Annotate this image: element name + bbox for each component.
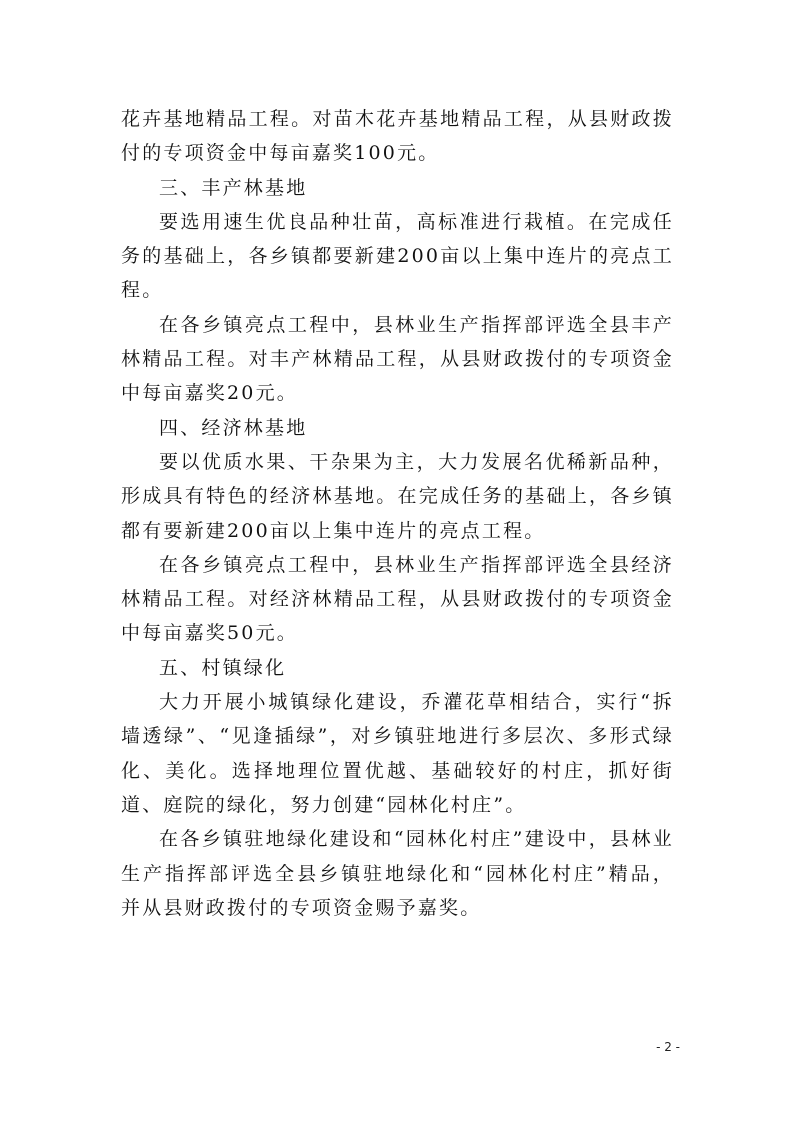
paragraph: 在各乡镇驻地绿化建设和“园林化村庄”建设中，县林业生产指挥部评选全县乡镇驻地绿化和“园林化村庄”精品，并从县财政拨付的专项资金赐予嘉奖。 — [121, 828, 674, 919]
paragraph: 花卉基地精品工程。对苗木花卉基地精品工程，从县财政拨付的专项资金中每亩嘉奖100元。 — [121, 108, 674, 165]
document-body — [121, 102, 674, 925]
page-number: - 2 - — [656, 1040, 680, 1054]
section-heading: 五、村镇绿化 — [159, 656, 287, 679]
paragraph: 大力开展小城镇绿化建设，乔灌花草相结合，实行“拆墙透绿”、“见逢插绿”，对乡镇驻地进行多层次、多形式绿化、美化。选择地理位置优越、基础较好的村庄，抓好街道、庭院的绿化，努力创建“园林化村庄”。 — [121, 691, 674, 816]
paragraph: 要以优质水果、干杂果为主，大力发展名优稀新品种，形成具有特色的经济林基地。在完成任务的基础上，各乡镇都有要新建200亩以上集中连片的亮点工程。 — [121, 450, 674, 542]
paragraph: 在各乡镇亮点工程中，县林业生产指挥部评选全县丰产林精品工程。对丰产林精品工程，从县财政拨付的专项资金中每亩嘉奖20元。 — [121, 313, 674, 405]
section-heading: 三、丰产林基地 — [159, 176, 308, 199]
paragraph: 在各乡镇亮点工程中，县林业生产指挥部评选全县经济林精品工程。对经济林精品工程，从县财政拨付的专项资金中每亩嘉奖50元。 — [121, 553, 674, 645]
section-heading: 四、经济林基地 — [159, 416, 308, 439]
paragraph: 要选用速生优良品种壮苗，高标准进行栽植。在完成任务的基础上，各乡镇都要新建200亩以上集中连片的亮点工程。 — [121, 210, 674, 302]
